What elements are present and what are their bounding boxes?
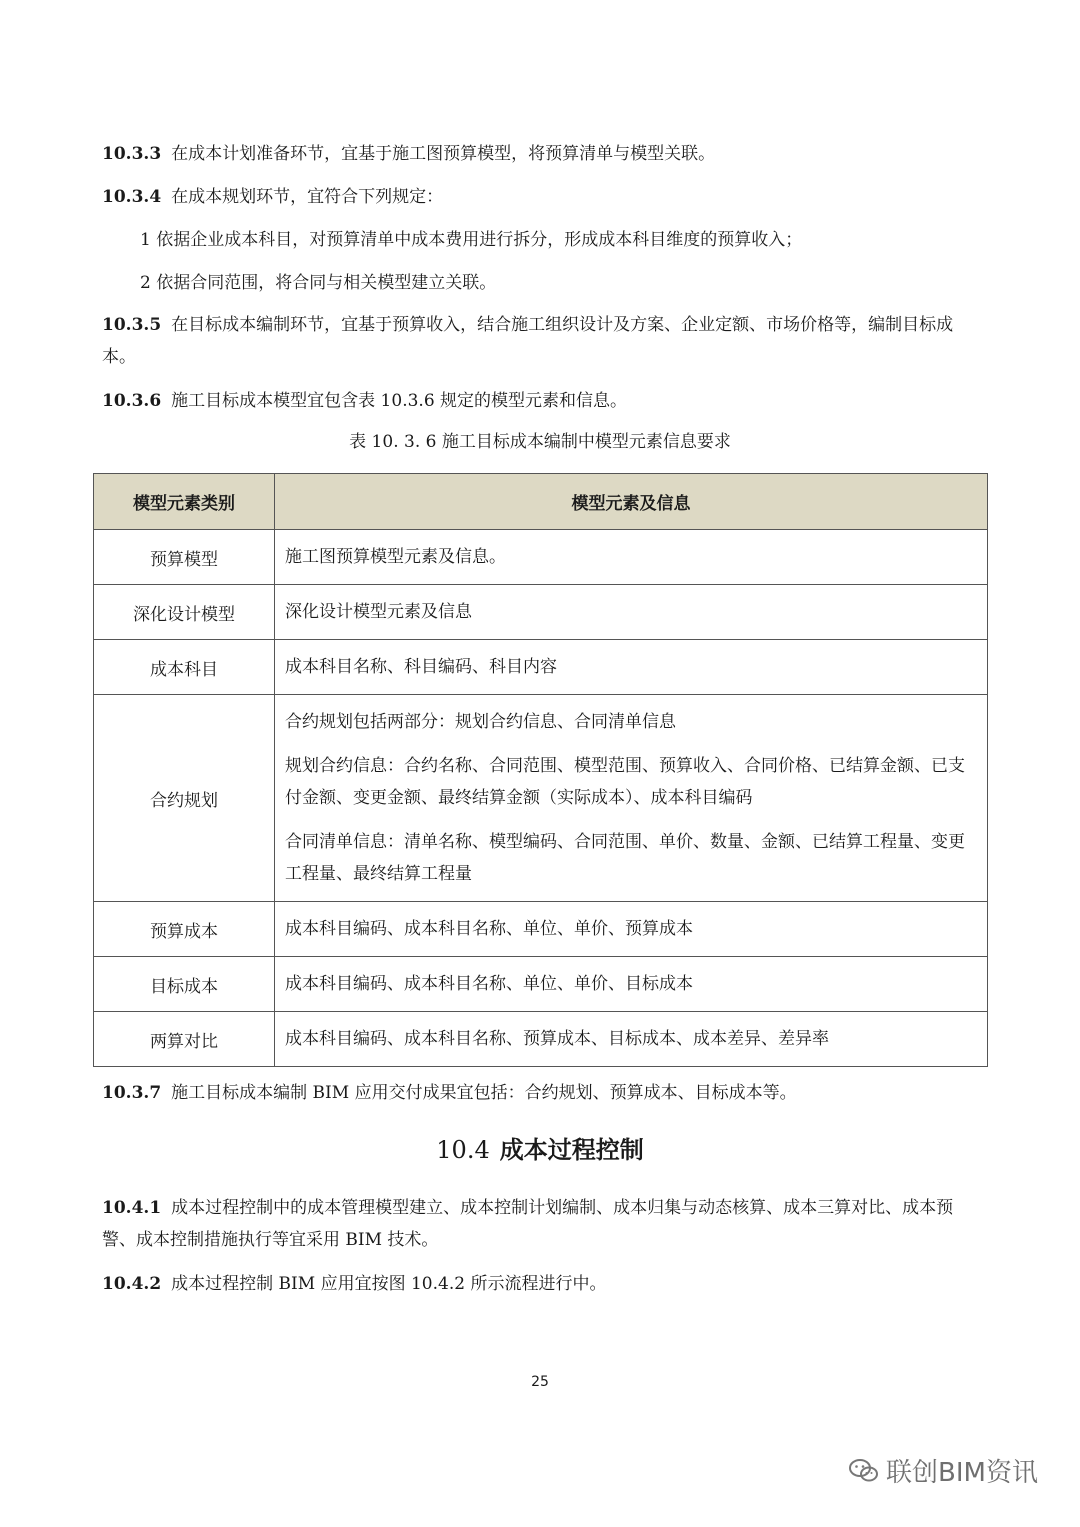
list-item-2: 2 依据合同范围，将合同与相关模型建立关联。 <box>140 273 497 293</box>
table-row <box>94 957 988 1012</box>
clause-10-3-3 <box>102 138 982 170</box>
clause-10-3-5 <box>102 309 982 373</box>
watermark <box>848 1452 1038 1489</box>
cell-category: 深化设计模型 <box>94 585 275 640</box>
table-row <box>94 1012 988 1067</box>
table-header-row <box>94 474 988 530</box>
clause-text: 施工目标成本编制 BIM 应用交付成果宜包括：合约规划、预算成本、目标成本等。 <box>171 1083 797 1103</box>
info-line: 成本科目编码、成本科目名称、预算成本、目标成本、成本差异、差异率 <box>285 1029 829 1049</box>
cell-category: 预算成本 <box>94 902 275 957</box>
clause-text: 在目标成本编制环节，宜基于预算收入，结合施工组织设计及方案、企业定额、市场价格等，编制目标成本。 <box>102 315 954 367</box>
cell-info <box>275 695 988 902</box>
section-heading <box>0 1133 1080 1167</box>
table-row <box>94 640 988 695</box>
section-number: 10.4 <box>436 1136 490 1164</box>
clause-10-3-6 <box>102 385 982 417</box>
model-element-table <box>93 473 988 1067</box>
header-category: 模型元素类别 <box>94 474 275 530</box>
list-item-1: 1 依据企业成本科目，对预算清单中成本费用进行拆分，形成成本科目维度的预算收入； <box>140 230 803 250</box>
cell-info <box>275 902 988 957</box>
cell-info <box>275 1012 988 1067</box>
clause-text: 成本过程控制 BIM 应用宜按图 10.4.2 所示流程进行中。 <box>171 1274 607 1294</box>
cell-info <box>275 957 988 1012</box>
cell-category: 目标成本 <box>94 957 275 1012</box>
table-row <box>94 530 988 585</box>
info-line: 合同清单信息：清单名称、模型编码、合同范围、单价、数量、金额、已结算工程量、变更工程量、最终结算工程量 <box>285 832 965 884</box>
info-line: 成本科目编码、成本科目名称、单位、单价、目标成本 <box>285 974 693 994</box>
clause-text: 在成本规划环节，宜符合下列规定： <box>171 187 444 207</box>
clause-number: 10.4.1 <box>102 1198 162 1218</box>
section-title: 成本过程控制 <box>499 1135 644 1164</box>
cell-info <box>275 640 988 695</box>
header-info: 模型元素及信息 <box>275 474 988 530</box>
cell-category: 合约规划 <box>94 695 275 902</box>
watermark-text: 联创BIM资讯 <box>886 1458 1038 1488</box>
clause-10-3-4 <box>102 181 982 213</box>
table-row <box>94 902 988 957</box>
clause-number: 10.4.2 <box>102 1274 162 1294</box>
info-line: 成本科目编码、成本科目名称、单位、单价、预算成本 <box>285 919 693 939</box>
cell-category: 预算模型 <box>94 530 275 585</box>
info-line: 成本科目名称、科目编码、科目内容 <box>285 657 557 677</box>
clause-10-4-2 <box>102 1268 982 1300</box>
clause-10-4-1 <box>102 1192 982 1256</box>
cell-category: 成本科目 <box>94 640 275 695</box>
wechat-icon <box>848 1457 880 1485</box>
cell-info <box>275 585 988 640</box>
clause-text: 在成本计划准备环节，宜基于施工图预算模型，将预算清单与模型关联。 <box>171 144 716 164</box>
page-number: 25 <box>531 1374 549 1390</box>
clause-number: 10.3.3 <box>102 144 162 164</box>
cell-category: 两算对比 <box>94 1012 275 1067</box>
cell-info <box>275 530 988 585</box>
clause-text: 施工目标成本模型宜包含表 10.3.6 规定的模型元素和信息。 <box>171 391 628 411</box>
table-caption: 表 10. 3. 6 施工目标成本编制中模型元素信息要求 <box>349 432 731 452</box>
info-line: 规划合约信息：合约名称、合同范围、模型范围、预算收入、合同价格、已结算金额、已支付金额、变更金额、最终结算金额（实际成本）、成本科目编码 <box>285 756 965 808</box>
info-line: 深化设计模型元素及信息 <box>285 602 472 622</box>
info-line: 合约规划包括两部分：规划合约信息、合同清单信息 <box>285 712 676 732</box>
clause-10-3-7 <box>102 1077 982 1109</box>
clause-number: 10.3.5 <box>102 315 162 335</box>
info-line: 施工图预算模型元素及信息。 <box>285 547 506 567</box>
clause-number: 10.3.6 <box>102 391 162 411</box>
clause-number: 10.3.4 <box>102 187 162 207</box>
clause-number: 10.3.7 <box>102 1083 162 1103</box>
table-row <box>94 585 988 640</box>
clause-text: 成本过程控制中的成本管理模型建立、成本控制计划编制、成本归集与动态核算、成本三算对比、成本预警、成本控制措施执行等宜采用 BIM 技术。 <box>102 1198 954 1250</box>
table-row <box>94 695 988 902</box>
